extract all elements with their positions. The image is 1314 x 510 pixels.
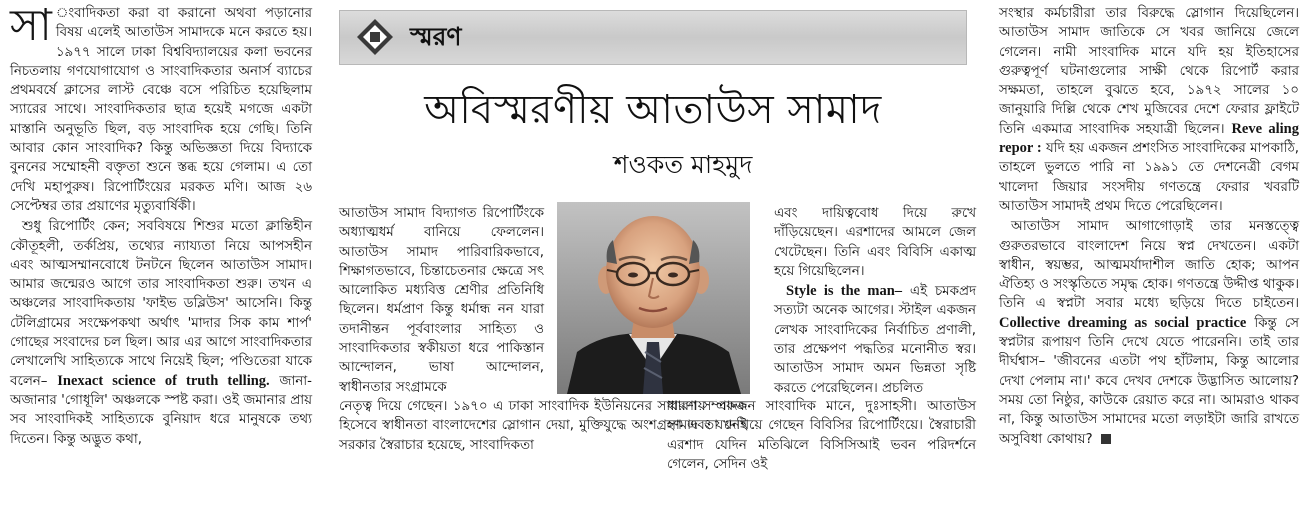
paragraph-2 (10, 217, 312, 449)
english-quote-style: Style is the man– (786, 283, 903, 300)
article-column-3 (339, 204, 544, 397)
paragraph-7-text-b: কিন্তু সে স্বপ্নটার রূপায়ণ তিনি দেখে যেতে পারেননি। তাই তার দীর্ঘশ্বাস– 'জীবনের এতটা পথ হাঁটলাম, কিন্তু আলোর দেখা পেলাম না।' কবে দেখব দেশকে উদ্ভাসিত আলোয়? সময় তো নিষ্ঠুর, কাউকে রেয়াত করে না। আমরাও থাকব না, কিন্তু আতাউস সামাদের মতো লড়াইটা জারি রাখতে অসুবিধা কোথায়? (999, 315, 1300, 447)
paragraph-2-text-a: শুধু রিপোর্টিং কেন; সববিষয়ে শিশুর মতো ক্লান্তিহীন কৌতূহলী, তর্কপ্রিয়, তথ্যের ন্যায্যতা নিয়ে আপসহীন এবং আত্মসম্মানবোধে টনটনে ছিলেন আতাউস সামাদ। আমার জন্মেরও আগে তার সাংবাদিকতা শুরু। তখন এ অঞ্চলের সাংবাদিকতায় 'ফাইভ ডব্লিউস' আসেনি। কিন্তু টেলিগ্রামের সংক্ষেপকথা অর্থাৎ 'মাদার সিক কাম শার্প' গোছের সংবাদের চল ছিল। আর এর আগে সাংবাদিকতার লেখালেখি সাহিত্যকে সাথে নিয়েই ছিল; পণ্ডিতেরা যাকে বলেন– (10, 219, 312, 389)
article-byline: শওকত মাহমুদ (613, 150, 753, 179)
paragraph-4: এবং দায়িত্ববোধ দিয়ে রুখে দাঁড়িয়েছেন। এরশাদের আমলে জেল খেটেছেন। তিনি এবং বিবিসি একাত্ম হয়ে গিয়েছিলেন। (774, 206, 976, 279)
paragraph-6 (999, 4, 1299, 216)
portrait-image (557, 202, 750, 394)
paragraph-1 (10, 0, 312, 216)
paragraph-7 (999, 217, 1299, 449)
portrait-photo (557, 202, 750, 394)
article-column-4-continued (667, 397, 976, 474)
section-banner (339, 10, 967, 65)
paragraph-5-continued: ধারণায় একজন সাংবাদিক মানে, দুঃসাহসী। আতাউস সামাদ তা দেখিয়ে গেছেন বিবিসির রিপোর্টিংয়ে। স্বৈরাচারী এরশাদ যেদিন মতিঝিলে বিসিসিআই ভবন পরিদর্শনে গেলেন, সেদিন ওই (667, 399, 976, 472)
paragraph-5-text: এই চমকপ্রদ সত্যটা অনেক আগের। স্টাইল একজন লেখক সাংবাদিকের নির্বাচিত প্রণালী, তার প্রক্ষেপণ পদ্ধতির মনোনীত স্বর। আতাউস সামাদ অমন ভিন্নতা সৃষ্টি করতে পেরেছিলেন। প্রচলিত (774, 284, 977, 396)
paragraph-5 (774, 282, 976, 398)
paragraph-6-text-a: সংস্থার কর্মচারীরা তার বিরুদ্ধে স্লোগান দিয়েছিলেন। আতাউস সামাদ জাতিকে সে খবর জানিয়ে জেলে গেলেন। নামী সাংবাদিক মানে যদি হয় ইতিহাসের গুরুত্বপূর্ণ ঘটনাগুলোর সাক্ষী থেকে রিপোর্ট করার সক্ষমতা, তাহলে বুঝতে হবে, ১৯৭২ সালের ১০ জানুয়ারি দিল্লি থেকে শেখ মুজিবের দেশে ফেরার ফ্লাইটে তিনি একমাত্র সাংবাদিক সহযাত্রী ছিলেন। (999, 6, 1299, 137)
english-quote: Inexact science of truth telling. (57, 372, 270, 389)
drop-cap: সা (10, 0, 52, 51)
article-column-5 (999, 4, 1299, 449)
end-mark-icon (1101, 434, 1111, 444)
article-column-4 (774, 204, 976, 398)
paragraph-3: আতাউস সামাদ বিদ্যাগত রিপোর্টিংকে অধ্যাত্মধর্ম বানিয়ে ফেললেন। আতাউস সামাদ পারিবারিকভাবে, শিক্ষাগতভাবে, চিন্তাচেতনার ক্ষেত্রে সৎ আলোকিত মধ্যবিত্ত শ্রেণীর প্রতিনিধি ছিলেন। ধর্মপ্রাণ কিন্তু ধর্মান্ধ নন যারা তদানীন্তন পূর্ববাংলার সাহিত্য ও সাংবাদিকতার স্বকীয়তা ধরে পাকিস্তান আন্দোলন, ভাষা আন্দোলন, স্বাধীনতার সংগ্রামকে (339, 206, 544, 395)
paragraph-3-continued: নেতৃত্ব দিয়ে গেছেন। ১৯৭০ এ ঢাকা সাংবাদিক ইউনিয়নের সাধারণ সম্পাদক হিসেবে স্বাধীনতা বাংলাদেশের স্লোগান দেয়া, মুক্তিযুদ্ধে অংশগ্রহণ এবং যখনই সরকার স্বৈরাচার হয়েছে, সাংবাদিকতা (339, 399, 747, 453)
section-label: স্মরণ (410, 22, 462, 51)
diamond-ornament-icon (356, 18, 394, 56)
english-quote-revealing: Reve aling repor : (999, 120, 1299, 157)
article-column-1 (10, 0, 312, 449)
paragraph-1-text: ংবাদিকতা করা বা করানো অথবা পড়ানোর বিষয় এলেই আতাউস সামাদকে মনে করতে হয়। ১৯৭৭ সালে ঢাকা বিশ্ববিদ্যালয়ের কলা ভবনের নিচতলায় গণযোগাযোগ ও সাংবাদিকতার অনার্স ব্যাচের প্রথমবর্ষে ক্লাসের লাস্ট বেঞ্চে বসে পরিচিত হয়েছিলাম স্যারের সাথে। সাংবাদিকতার ছাত্র হয়েই মগজে একটা মাস্তানি অনুভূতি ছিল, বড় সাংবাদিক হয়ে গেছি। তিনি আবার কোন সাংবাদিক? কিন্তু অভিজ্ঞতা দিয়ে বিদ্যাকে বুননের সম্মোহনী বক্তৃতা শুনে স্তব্ধ হয়ে গেলাম। এ তো দেখি মহাপুরুষ। রিপোর্টিংয়ের মরকত মণি। আজ ২৬ সেপ্টেম্বর তার প্রয়াণের মৃত্যুবার্ষিকী। (10, 6, 312, 214)
paragraph-6-text-b: যদি হয় একজন প্রশংসিত সাংবাদিকের মাপকাঠি, তাহলে ভুলতে পারি না ১৯৯১ তে দেশনেত্রী বেগম খালেদা জিয়ার সংসদীয় গণতন্ত্রে ফেরার খবরটি আতাউস সামাদই প্রথম দিতে পেরেছিলেন। (999, 141, 1299, 214)
paragraph-7-text-a: আতাউস সামাদ আগাগোড়াই তার মনস্তত্ত্বে গুরুতরভাবে বাংলাদেশ নিয়ে স্বপ্ন দেখতেন। একটা স্বাধীন, স্বয়ম্ভর, আত্মমর্যাদাশীল জাতি হোক; আপন ঐতিহ্য ও সংস্কৃতিতে সমৃদ্ধ হোক। গণতন্ত্রে উদ্দীপ্ত থাকুক। তিনি এ স্বপ্নটা সবার মধ্যে ছড়িয়ে দিতে চাইতেন। (999, 219, 1299, 312)
english-quote-collective: Collective dreaming as social practice (999, 314, 1247, 331)
paragraph-2-text-b: জানা-অজানার 'গোধূলি' অঞ্চলকে স্পষ্ট করা। ওই জমানার প্রায় সব সাংবাদিকই সাহিত্যকে বুনিয়াদ ধরে মানুষকে তথ্য দিতেন। কিন্তু অদ্ভুত কথা, (10, 373, 312, 447)
article-headline: অবিস্মরণীয় আতাউস সামাদ (424, 87, 882, 133)
